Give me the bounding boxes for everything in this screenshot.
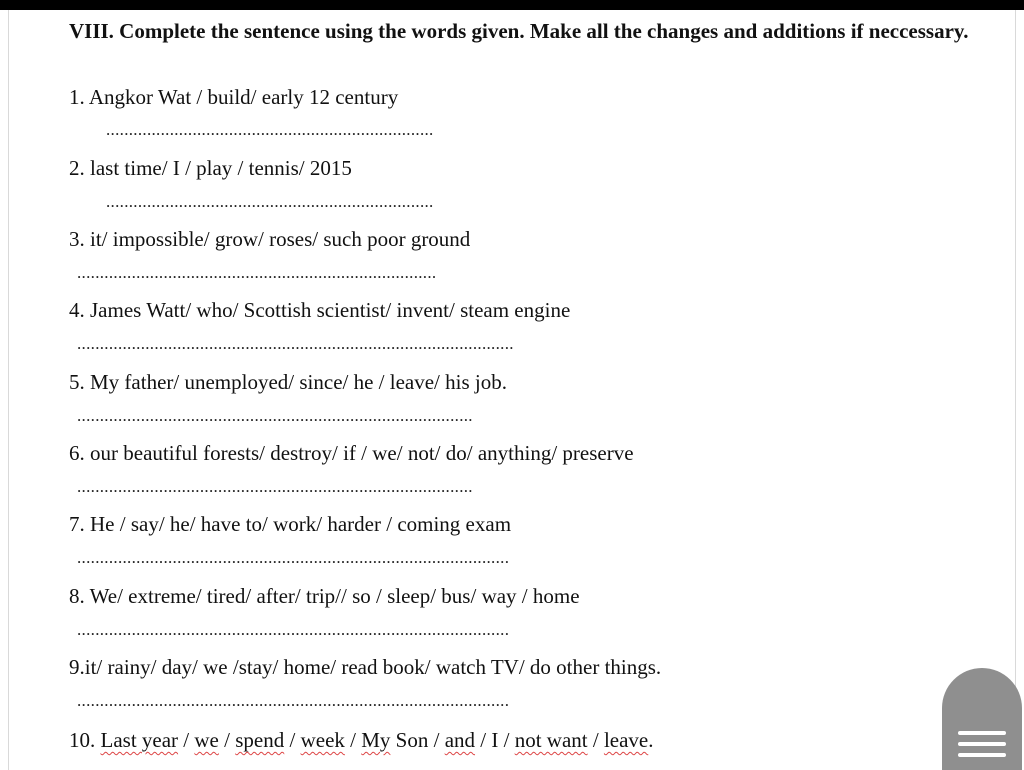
item-4-answer-line: ................................................................................................ (77, 334, 514, 353)
item-2-answer-line: ........................................................................ (106, 192, 434, 211)
item-10-number: 10. (69, 728, 101, 752)
item-7-prompt: 7. He / say/ he/ have to/ work/ harder / coming exam (69, 512, 512, 536)
spellcheck-word: Last year (100, 728, 179, 752)
plain-word: Son / (390, 728, 445, 752)
separator: / (178, 728, 195, 752)
scroll-handle-button[interactable] (942, 668, 1022, 770)
item-1-answer-line: ........................................................................ (106, 120, 434, 139)
hamburger-grip-icon (958, 753, 1006, 757)
hamburger-grip-icon (958, 731, 1006, 735)
item-6-answer-line: ....................................................................................... (77, 477, 473, 496)
exercise-heading: VIII. Complete the sentence using the words given. Make all the changes and additions if neccessary. (69, 19, 969, 43)
item-7-answer-line: ............................................................................................... (77, 548, 510, 567)
spellcheck-word: My (361, 728, 391, 752)
separator: / (218, 728, 236, 752)
spellcheck-word: and (444, 728, 476, 752)
window-top-bar (0, 0, 1024, 10)
item-9-prompt: 9.it/ rainy/ day/ we /stay/ home/ read book/ watch TV/ do other things. (69, 655, 662, 679)
separator: / (587, 728, 604, 752)
item-4-prompt: 4. James Watt/ who/ Scottish scientist/ invent/ steam engine (69, 298, 571, 322)
hamburger-grip-icon (958, 742, 1006, 746)
page-left-edge (8, 10, 9, 770)
spellcheck-word: not want (514, 728, 588, 752)
item-8-answer-line: ............................................................................................... (77, 620, 510, 639)
item-8-prompt: 8. We/ extreme/ tired/ after/ trip// so / sleep/ bus/ way / home (69, 584, 580, 608)
item-5-answer-line: ....................................................................................... (77, 406, 473, 425)
item-3-prompt: 3. it/ impossible/ grow/ roses/ such poor ground (69, 227, 471, 251)
separator: / (344, 728, 362, 752)
item-6-prompt: 6. our beautiful forests/ destroy/ if / we/ not/ do/ anything/ preserve (69, 441, 634, 465)
spellcheck-word: week (300, 728, 345, 752)
period: . (648, 728, 654, 752)
item-1-prompt: 1. Angkor Wat / build/ early 12 century (69, 85, 399, 109)
separator: / (284, 728, 301, 752)
spellcheck-word: spend (235, 728, 285, 752)
item-3-answer-line: ............................................................................... (77, 263, 437, 282)
item-9-answer-line: ............................................................................................... (77, 691, 510, 710)
spellcheck-word: leave (603, 728, 649, 752)
spellcheck-word: we (194, 728, 219, 752)
item-10-prompt (69, 727, 653, 753)
page-right-edge (1015, 10, 1016, 770)
item-2-prompt: 2. last time/ I / play / tennis/ 2015 (69, 156, 352, 180)
separator: / I / (475, 728, 515, 752)
item-5-prompt: 5. My father/ unemployed/ since/ he / leave/ his job. (69, 370, 507, 394)
